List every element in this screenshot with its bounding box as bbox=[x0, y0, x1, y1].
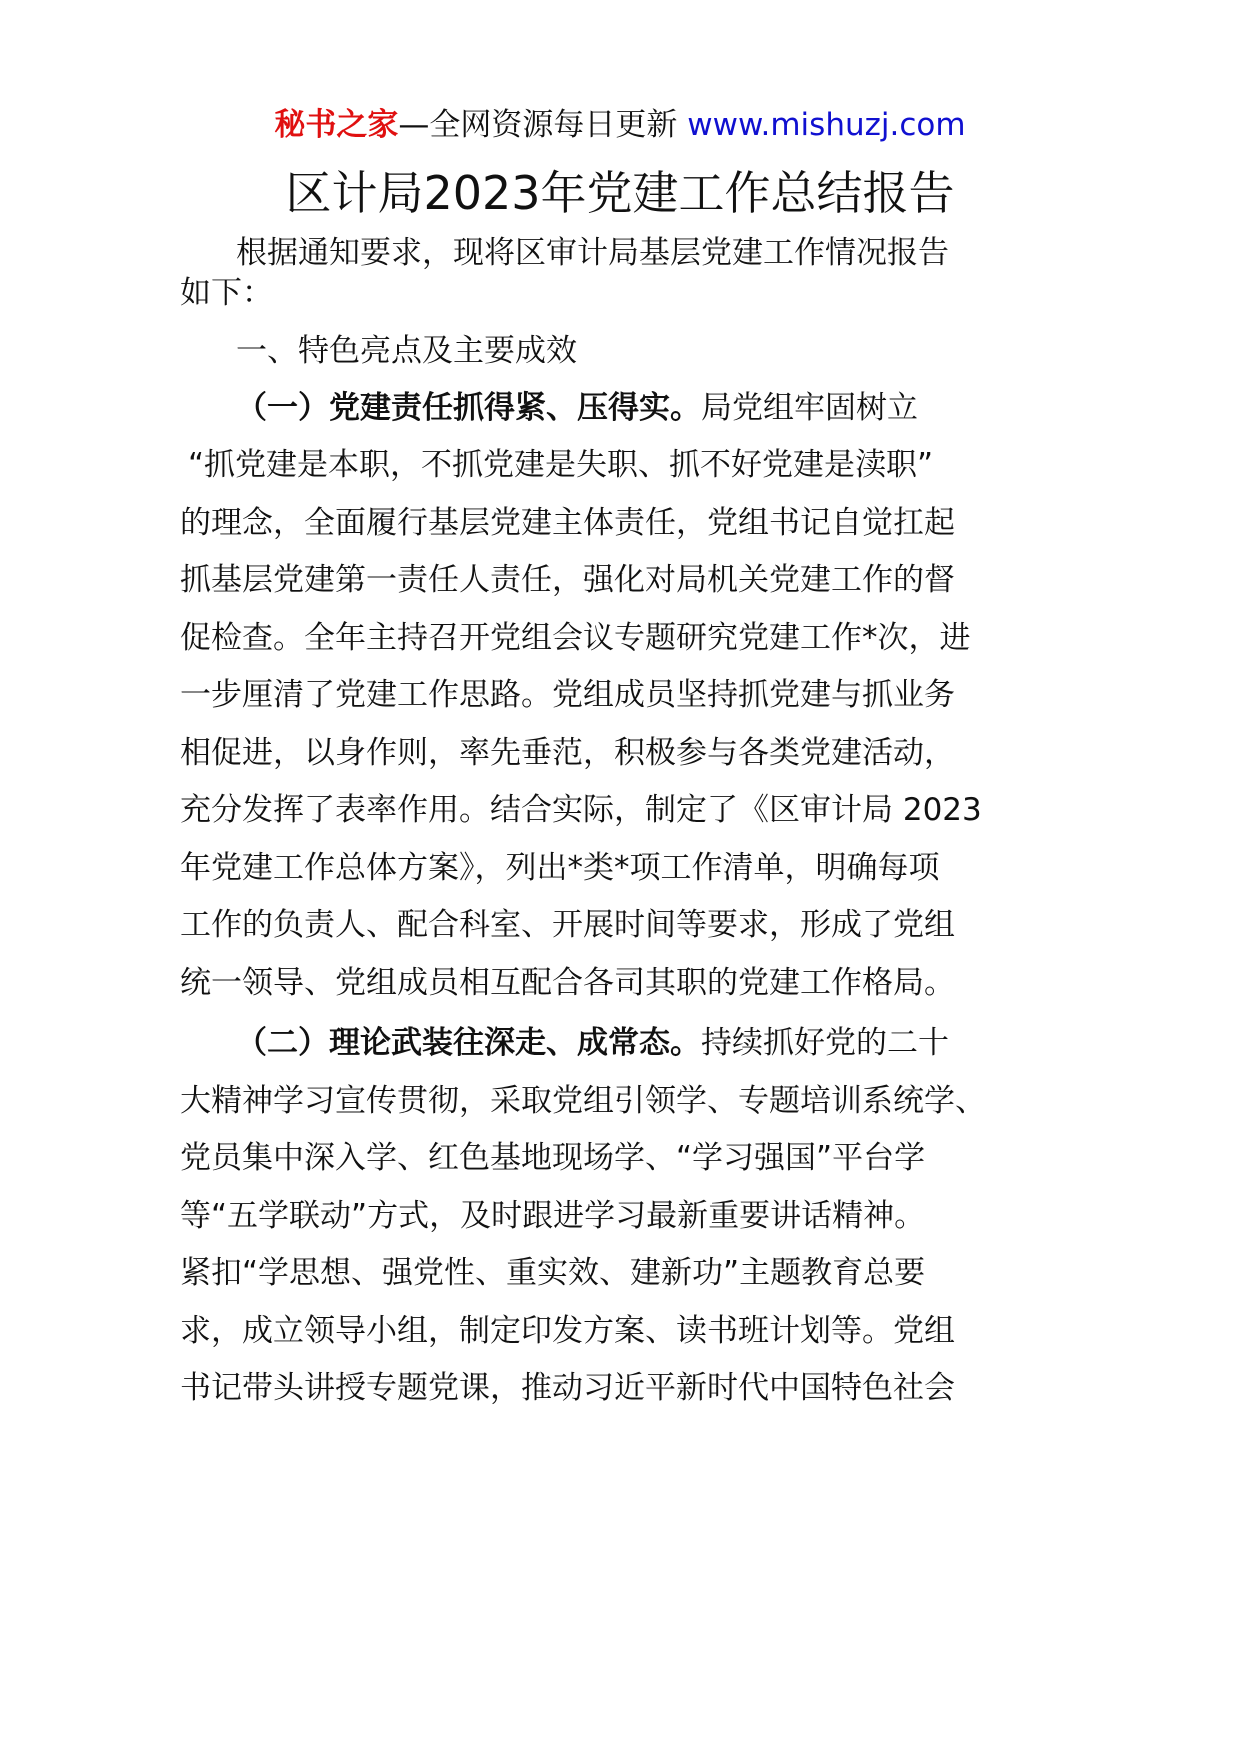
document-title: 区计局2023年党建工作总结报告 bbox=[285, 166, 955, 220]
subsection-title: （二）理论武装往深走、成常态。 bbox=[236, 1025, 701, 1061]
paragraph-line: 求，成立领导小组，制定印发方案、读书班计划等。党组 bbox=[180, 1313, 955, 1349]
paragraph-line: 如下： bbox=[180, 275, 273, 311]
paragraph-line: 统一领导、党组成员相互配合各司其职的党建工作格局。 bbox=[180, 965, 955, 1001]
subsection-heading: （一）党建责任抓得紧、压得实。局党组牢固树立 bbox=[236, 390, 918, 426]
brand-name: 秘书之家 bbox=[274, 107, 399, 143]
site-header bbox=[0, 100, 1240, 150]
paragraph-line: 充分发挥了表率作用。结合实际，制定了《区审计局 2023 bbox=[180, 792, 982, 828]
paragraph-line: “抓党建是本职，不抓党建是失职、抓不好党建是渎职” bbox=[188, 447, 934, 483]
site-tagline: —全网资源每日更新 bbox=[398, 107, 678, 143]
subsection-heading: （二）理论武装往深走、成常态。持续抓好党的二十 bbox=[236, 1025, 949, 1061]
paragraph-line: 相促进，以身作则，率先垂范，积极参与各类党建活动， bbox=[180, 735, 955, 771]
paragraph-line: 党员集中深入学、红色基地现场学、“学习强国”平台学 bbox=[180, 1140, 926, 1176]
paragraph-line: 大精神学习宣传贯彻，采取党组引领学、专题培训系统学、 bbox=[180, 1083, 986, 1119]
paragraph-line: 一步厘清了党建工作思路。党组成员坚持抓党建与抓业务 bbox=[180, 677, 955, 713]
site-url-link[interactable]: www.mishuzj.com bbox=[687, 107, 966, 143]
subsection-title: （一）党建责任抓得紧、压得实。 bbox=[236, 390, 701, 426]
paragraph-line: 紧扣“学思想、强党性、重实效、建新功”主题教育总要 bbox=[180, 1255, 926, 1291]
section-heading: 一、特色亮点及主要成效 bbox=[236, 333, 577, 369]
paragraph-line: 年党建工作总体方案》，列出*类*项工作清单，明确每项 bbox=[180, 850, 940, 886]
paragraph-line: 根据通知要求，现将区审计局基层党建工作情况报告 bbox=[236, 235, 949, 271]
paragraph-line: 等“五学联动”方式，及时跟进学习最新重要讲话精神。 bbox=[180, 1198, 926, 1234]
paragraph-line: 的理念，全面履行基层党建主体责任，党组书记自觉扛起 bbox=[180, 505, 955, 541]
paragraph-line: 工作的负责人、配合科室、开展时间等要求，形成了党组 bbox=[180, 907, 955, 943]
paragraph-line: 书记带头讲授专题党课，推动习近平新时代中国特色社会 bbox=[180, 1370, 955, 1406]
paragraph-line: 抓基层党建第一责任人责任，强化对局机关党建工作的督 bbox=[180, 562, 955, 598]
paragraph-line: 促检查。全年主持召开党组会议专题研究党建工作*次，进 bbox=[180, 620, 971, 656]
